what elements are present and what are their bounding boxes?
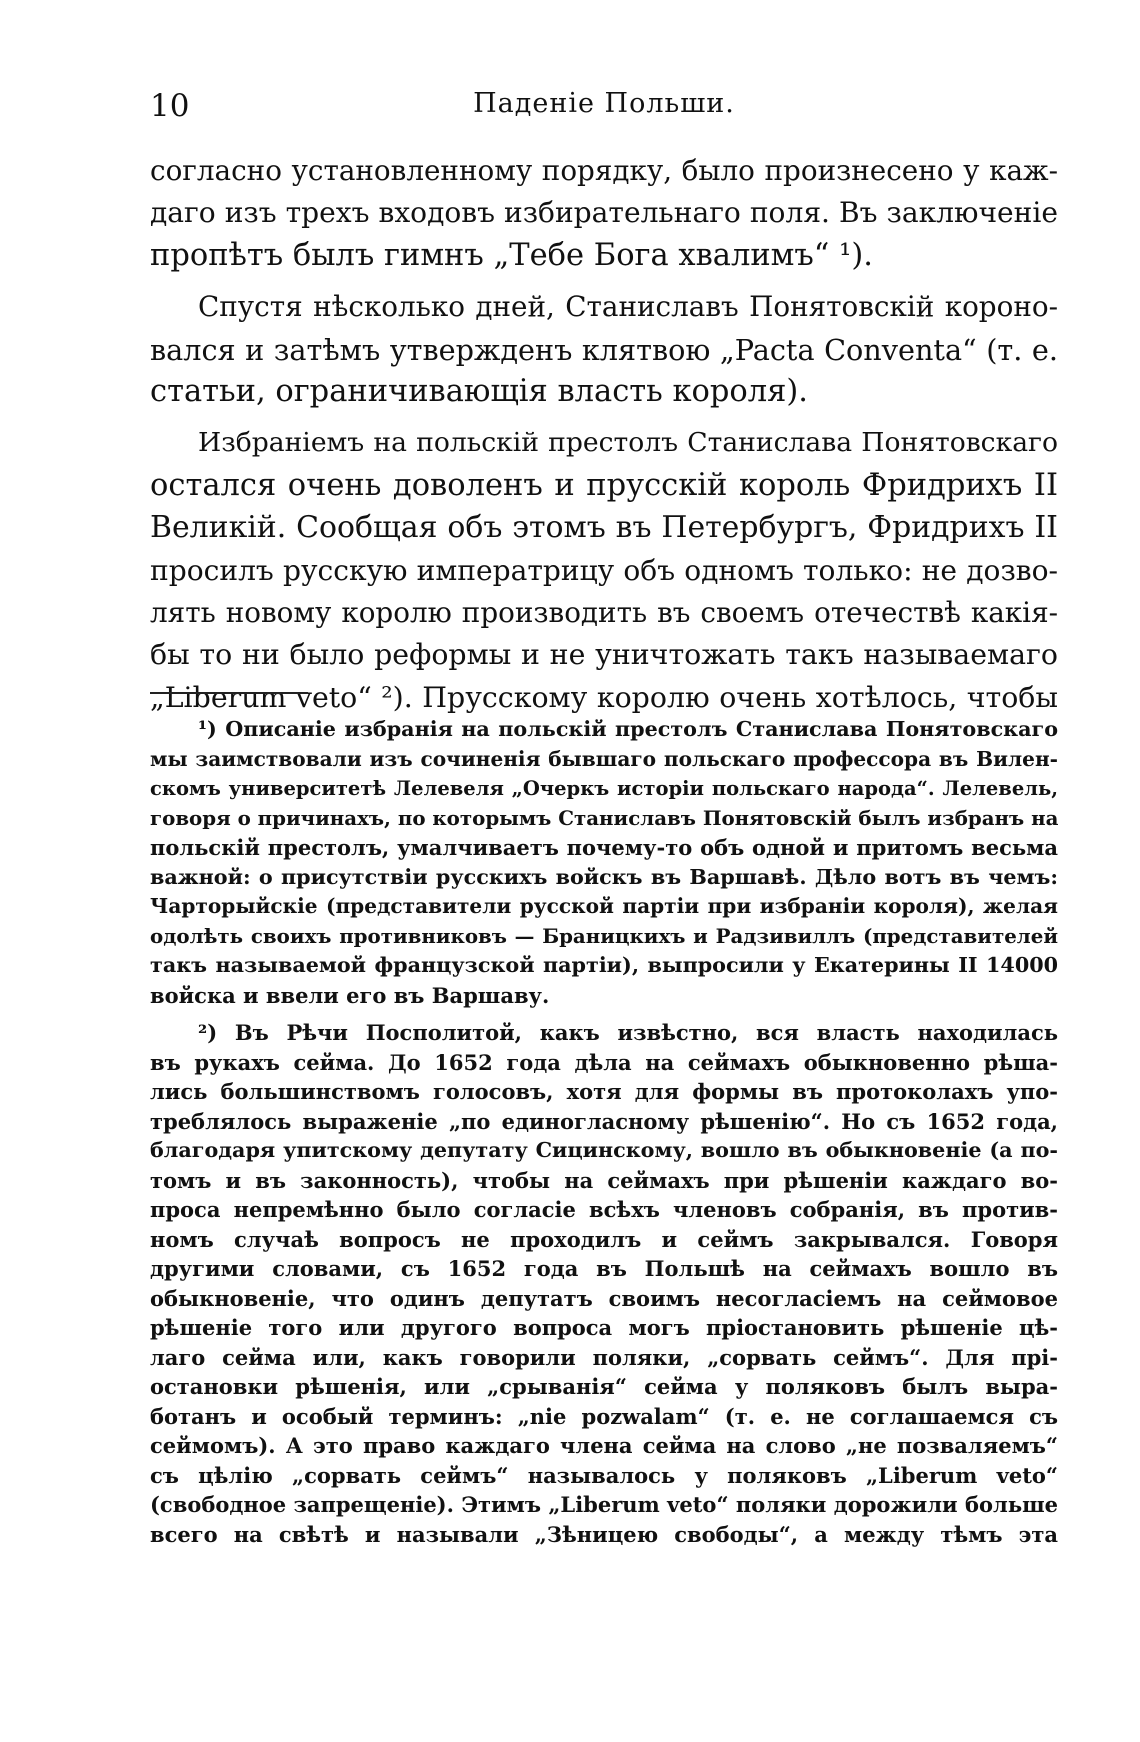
footnote-line: лаго сейма или, какъ говорили поляки, „сорвать сеймъ“. Для прі- [150, 1344, 1058, 1370]
footnote-line: всего на свѣтѣ и называли „Зѣницею свободы“, а между тѣмъ эта [150, 1521, 1058, 1547]
footnote-line: (свободное запрещеніе). Этимъ „Liberum veto“ поляки дорожили больше [150, 1492, 1058, 1517]
footnote-line: номъ случаѣ вопросъ не проходилъ и сеймъ закрывался. Говоря [150, 1226, 1058, 1252]
footnote-line: ²) Въ Рѣчи Посполитой, какъ извѣстно, вся власть находилась [198, 1020, 1058, 1045]
footnote-line: съ цѣлію „сорвать сеймъ“ называлось у поляковъ „Liberum veto“ [150, 1462, 1058, 1488]
text-line: просилъ русскую императрицу объ одномъ только: не дозво- [150, 553, 1058, 587]
footnote-line: обыкновеніе, что одинъ депутатъ своимъ несогласіемъ на сеймовое [150, 1285, 1058, 1311]
main-text [150, 150, 1058, 719]
footnote-line: такъ называемой французской партіи), выпросили у Екатерины II 14000 [150, 953, 1058, 977]
text-line: пропѣтъ былъ гимнъ „Тебе Бога хвалимъ“ ¹). [150, 237, 873, 273]
footnote-line: мы заимствовали изъ сочиненія бывшаго польскаго профессора въ Вилен- [150, 746, 1058, 771]
footnote-line: Чарторыйскіе (представители русской партіи при избраніи короля), желая [150, 894, 1058, 918]
text-line: лять новому королю производить въ своемъ отечествѣ какія- [150, 595, 1058, 629]
text-line: согласно установленному порядку, было произнесено у каж- [150, 154, 1058, 187]
footnote-line: другими словами, съ 1652 года въ Польшѣ на сеймахъ вошло въ [150, 1256, 1058, 1281]
footnote-line: войска и ввели его въ Варшаву. [150, 982, 550, 1008]
text-line: статьи, ограничивающія власть короля). [150, 373, 808, 409]
text-line: бы то ни было реформы и не уничтожать такъ называемаго [150, 638, 1058, 672]
running-title: Паденіе Польши. [473, 88, 735, 119]
text-line: „Liberum veto“ ²). Прусскому королю очень хотѣлось, чтобы [150, 680, 1058, 714]
footnote-line: важной: о присутствіи русскихъ войскъ въ Варшавѣ. Дѣло вотъ въ чемъ: [150, 864, 1058, 889]
text-line: Избраніемъ на польскій престолъ Станислава Понятовскаго [198, 427, 1058, 459]
footnote-line: треблялось выраженіе „по единогласному рѣшенію“. Но съ 1652 года, [150, 1108, 1058, 1134]
text-line: даго изъ трехъ входовъ избирательнаго поля. Въ заключеніе [150, 196, 1058, 230]
footnote-line: сеймомъ). А это право каждаго члена сейма на слово „не позваляемъ“ [150, 1433, 1058, 1458]
footnote-line: говоря о причинахъ, по которымъ Станиславъ Понятовскій былъ избранъ на [150, 805, 1059, 830]
footnotes [150, 715, 1058, 1549]
text-line: остался очень доволенъ и прусскій король Фридрихъ II [150, 467, 1058, 503]
footnote-line: ботанъ и особый терминъ: „nie pozwalam“ (т. е. не соглашаемся съ [150, 1403, 1058, 1429]
footnote-line: лись большинствомъ голосовъ, хотя для формы въ протоколахъ упо- [150, 1079, 1058, 1104]
text-line: Великій. Сообщая объ этомъ въ Петербургъ, Фридрихъ II [150, 510, 1058, 546]
running-head [150, 88, 1058, 128]
footnote-divider [150, 692, 308, 694]
footnote-line: одолѣть своихъ противниковъ — Браницкихъ и Радзивиллъ (представителей [150, 923, 1058, 948]
footnote-line: томъ и въ законность), чтобы на сеймахъ при рѣшеніи каждаго во- [150, 1167, 1058, 1193]
footnote-line: скомъ университетѣ Лелевеля „Очеркъ исторіи польскаго народа“. Лелевель, [150, 777, 1058, 800]
footnote-line: ¹) Описаніе избранія на польскій престолъ Станислава Понятовскаго [198, 717, 1058, 741]
text-line: вался и затѣмъ утвержденъ клятвою „Pacta Conventa“ (т. е. [150, 332, 1058, 367]
footnote-line: остановки рѣшенія, или „срыванія“ сейма у поляковъ былъ выра- [150, 1374, 1058, 1399]
footnote-line: проса непремѣнно было согласіе всѣхъ членовъ собранія, въ против- [150, 1197, 1058, 1222]
footnote-line: польскій престолъ, умалчиваетъ почему-то объ одной и притомъ весьма [150, 835, 1058, 860]
page-number: 10 [150, 88, 190, 124]
footnote-line: въ рукахъ сейма. До 1652 года дѣла на сеймахъ обыкновенно рѣша- [150, 1049, 1058, 1075]
text-line: Спустя нѣсколько дней, Станиславъ Понятовскій короно- [198, 290, 1058, 324]
footnote-line: благодаря упитскому депутату Сицинскому, вошло въ обыкновеніе (а по- [150, 1138, 1058, 1162]
footnote-line: рѣшеніе того или другого вопроса могъ пріостановить рѣшеніе цѣ- [150, 1315, 1058, 1340]
